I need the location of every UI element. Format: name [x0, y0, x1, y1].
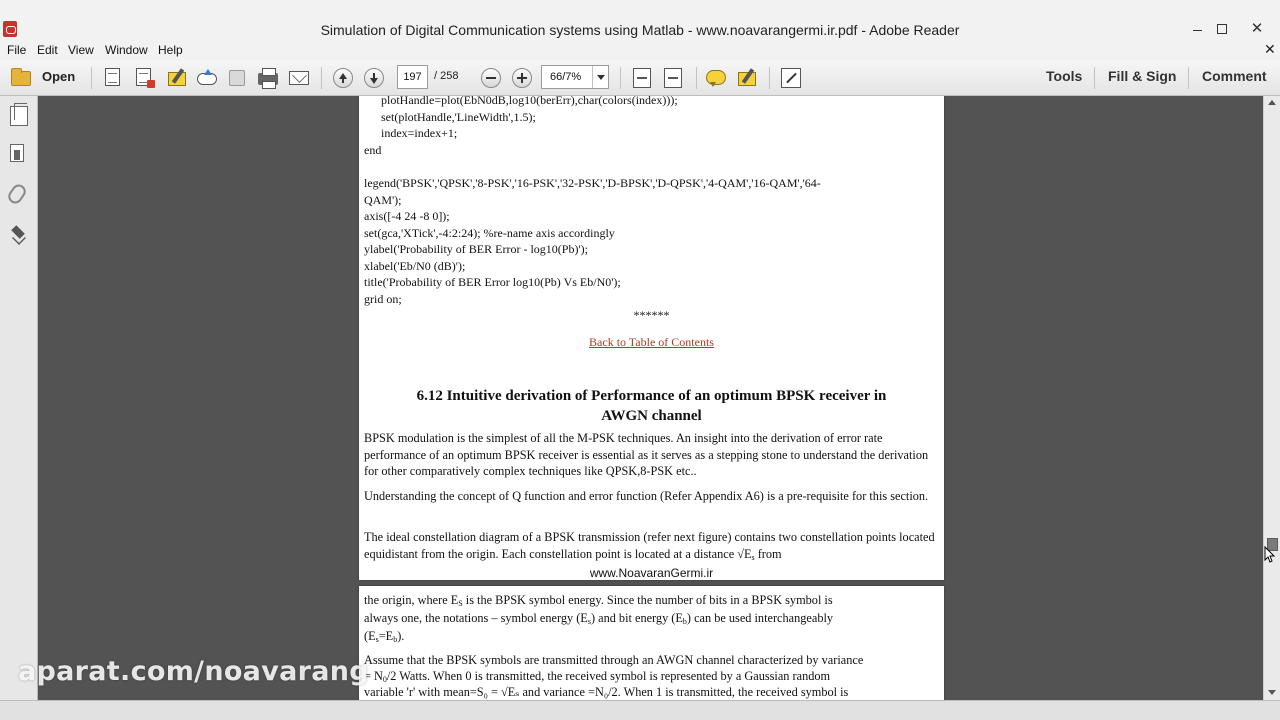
code-line: xlabel('Eb/N0 (dB)'); — [364, 258, 466, 273]
toolbar-divider — [620, 67, 621, 89]
close-document-button[interactable]: ✕ — [1264, 41, 1276, 57]
paragraph-awgn-line2: = $N_0/2$ Watts. When 0 is transmitted, the received symbol is represented by a Gaussian random — [364, 669, 831, 684]
toolbar — [0, 60, 1280, 96]
chevron-down-icon[interactable] — [592, 66, 609, 88]
code-line: plotHandle=plot(EbN0dB,log10(berErr),char(colors(index))); — [381, 96, 678, 107]
toolbar-divider — [696, 67, 697, 89]
tools-button[interactable]: Tools — [1046, 68, 1083, 84]
paragraph-constellation: The ideal constellation diagram of a BPSK transmission (refer next figure) contains two constellation points located equidistant from the origin. Each constellation point is located at a distance $√E_s$ from — [364, 530, 935, 562]
paragraph-symbol-energy-line2: always one, the notations – symbol energy $(E_s)$ and bit energy $(E_b)$ can be used interchangeably — [364, 611, 834, 626]
maximize-button[interactable] — [1208, 19, 1234, 39]
paragraph-symbol-energy-line3: $(E_s=E_b)$. — [364, 629, 405, 644]
open-folder-icon[interactable] — [11, 71, 31, 86]
read-mode-icon[interactable] — [781, 68, 801, 88]
section-heading-line2: AWGN channel — [601, 408, 702, 424]
page-thumbnails-icon[interactable] — [10, 106, 28, 126]
print-icon[interactable] — [258, 73, 278, 85]
open-button[interactable]: Open — [42, 69, 76, 84]
paragraph-awgn-line1: Assume that the BPSK symbols are transmitted through an AWGN channel characterized by variance — [364, 653, 864, 667]
toolbar-divider — [91, 67, 92, 89]
paragraph-symbol-energy: the origin, where $E_S$ is the BPSK symbol energy. Since the number of bits in a BPSK symbol is — [364, 593, 833, 608]
paragraph-awgn-line3: variable 'r' with mean=S₀ = √Eₛ and variance =N₀/2. When 1 is transmitted, the received symbol is — [364, 685, 849, 699]
zoom-value: 66/7% — [550, 71, 582, 83]
menu-file[interactable]: File — [7, 43, 27, 57]
scroll-up-icon[interactable] — [1268, 100, 1276, 105]
page-total: / 258 — [434, 70, 459, 82]
paragraph-q-function: Understanding the concept of Q function and error function (Refer Appendix A6) is a pre-requisite for this section. — [364, 489, 929, 503]
fit-width-icon[interactable] — [664, 68, 682, 88]
code-line: legend('BPSK','QPSK','8-PSK','16-PSK','32-PSK','D-BPSK','D-QPSK','4-QAM','16-QAM','64- — [364, 176, 821, 190]
window-title: Simulation of Digital Communication systems using Matlab - www.noavarangermi.ir.pdf - Adobe Reader — [320, 22, 960, 38]
page-footer-url: www.NoavaranGermi.ir — [589, 566, 714, 580]
toolbar-divider — [769, 67, 770, 89]
previous-page-icon[interactable] — [333, 68, 353, 88]
email-icon[interactable] — [289, 71, 309, 85]
code-line: end — [364, 142, 382, 157]
section-heading-line1: 6.12 Intuitive derivation of Performance of an optimum BPSK receiver in — [416, 388, 887, 404]
mouse-cursor-icon — [1264, 546, 1276, 564]
export-pdf-icon[interactable] — [136, 68, 151, 86]
close-window-button[interactable]: ✕ — [1250, 20, 1264, 37]
code-line: title('Probability of BER Error log10(Pb) Vs Eb/N0'); — [364, 275, 621, 289]
code-line: set(plotHandle,'LineWidth',1.5); — [381, 109, 536, 124]
edit-pdf-icon[interactable] — [167, 68, 187, 86]
zoom-in-icon[interactable] — [512, 68, 532, 88]
code-line: ylabel('Probability of BER Error - log10(Pb)'); — [364, 242, 588, 256]
sticky-note-icon[interactable] — [706, 70, 726, 85]
zoom-select[interactable] — [541, 65, 609, 89]
zoom-out-icon[interactable] — [481, 68, 501, 88]
fit-page-icon[interactable] — [633, 68, 651, 88]
toolbar-divider — [1188, 67, 1189, 89]
layers-icon[interactable] — [10, 224, 28, 242]
menu-view[interactable]: View — [68, 43, 94, 57]
code-line: QAM'); — [364, 192, 402, 207]
menu-edit[interactable]: Edit — [37, 43, 58, 57]
status-bar — [0, 700, 1280, 720]
menu-help[interactable]: Help — [158, 43, 183, 57]
scroll-down-icon[interactable] — [1268, 690, 1276, 695]
code-line: grid on; — [364, 291, 402, 306]
attachments-icon[interactable] — [6, 182, 29, 206]
create-pdf-icon[interactable] — [105, 68, 120, 86]
fill-sign-button[interactable]: Fill & Sign — [1108, 68, 1177, 84]
bookmarks-icon[interactable] — [10, 144, 24, 162]
code-line: set(gca,'XTick',-4:2:24); %re-name axis accordingly — [364, 225, 615, 240]
section-separator: ****** — [633, 308, 670, 322]
navigation-pane — [0, 96, 38, 700]
code-line: axis([-4 24 -8 0]); — [364, 209, 450, 223]
toolbar-divider — [321, 67, 322, 89]
comment-button[interactable]: Comment — [1202, 68, 1267, 84]
cloud-upload-icon[interactable] — [197, 73, 217, 85]
video-watermark: aparat.com/noavarang — [18, 656, 369, 687]
page-number-input[interactable] — [397, 65, 428, 89]
menu-window[interactable]: Window — [105, 43, 148, 57]
back-to-toc-link[interactable]: Back to Table of Contents — [589, 335, 714, 349]
highlight-pen-icon[interactable] — [737, 68, 757, 86]
save-icon[interactable] — [229, 70, 245, 86]
code-line: index=index+1; — [381, 126, 458, 140]
next-page-icon[interactable] — [364, 68, 384, 88]
paragraph-bpsk-intro: BPSK modulation is the simplest of all the M-PSK techniques. An insight into the derivation of error rate performance of an optimum BPSK receiver is essential as it serves as a stepping stone to understand the derivation for other comparatively complex techniques like QPSK,8-PSK etc.. — [364, 431, 929, 478]
document-viewport[interactable] — [39, 96, 1263, 700]
toolbar-divider — [1094, 67, 1095, 89]
menu-bar — [0, 40, 1280, 60]
title-bar — [0, 0, 1280, 40]
vertical-scrollbar[interactable] — [1263, 96, 1280, 700]
pdf-page-197 — [359, 96, 944, 580]
pdf-page-198 — [359, 586, 944, 700]
